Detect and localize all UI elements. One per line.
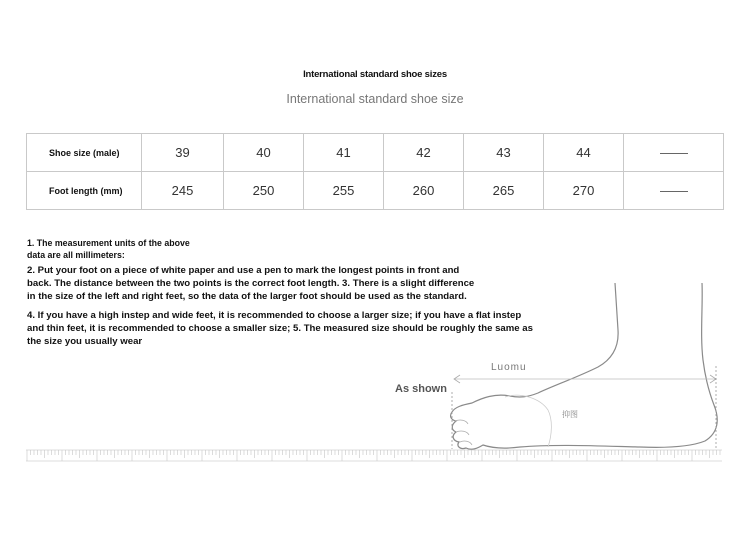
watermark-text: Luomu	[491, 362, 527, 373]
table-cell: 39	[142, 134, 224, 172]
as-shown-label: As shown	[395, 383, 447, 395]
toe-strap-outline	[505, 395, 551, 447]
table-cell: 43	[464, 134, 544, 172]
ruler-ticks	[27, 450, 720, 461]
row-label-foot-length: Foot length (mm)	[27, 172, 142, 210]
table-cell: 260	[384, 172, 464, 210]
note-line: back. The distance between the two points is the correct foot length. 3. There is a slight difference	[27, 277, 475, 289]
note-3	[27, 310, 533, 348]
table-cell: 42	[384, 134, 464, 172]
table-cell: 255	[304, 172, 384, 210]
stamp-text: 抑图	[562, 410, 578, 419]
note-line: data are all millimeters:	[27, 249, 125, 260]
note-line: the size you usually wear	[27, 335, 143, 347]
note-line: in the size of the left and right feet, so the data of the larger foot should be used as the standard.	[27, 290, 467, 302]
table-cell: 40	[224, 134, 304, 172]
row-label-shoe-size: Shoe size (male)	[27, 134, 142, 172]
table-cell: 270	[544, 172, 624, 210]
table-cell: 245	[142, 172, 224, 210]
note-line: 4. If you have a high instep and wide feet, it is recommended to choose a larger size; if you have a flat instep	[27, 310, 522, 321]
ruler	[26, 450, 722, 461]
table-cell: 41	[304, 134, 384, 172]
table-cell: 44	[544, 134, 624, 172]
page-subtitle: International standard shoe size	[286, 92, 464, 106]
note-line: 1. The measurement units of the above	[27, 238, 190, 248]
note-line: 2. Put your foot on a piece of white paper and use a pen to mark the longest points in front and	[27, 265, 460, 276]
table-cell: 250	[224, 172, 304, 210]
page-title: International standard shoe sizes	[303, 69, 447, 80]
table-cell: 265	[464, 172, 544, 210]
note-line: and thin feet, it is recommended to choose a smaller size; 5. The measured size should be roughly the same as	[27, 322, 533, 334]
